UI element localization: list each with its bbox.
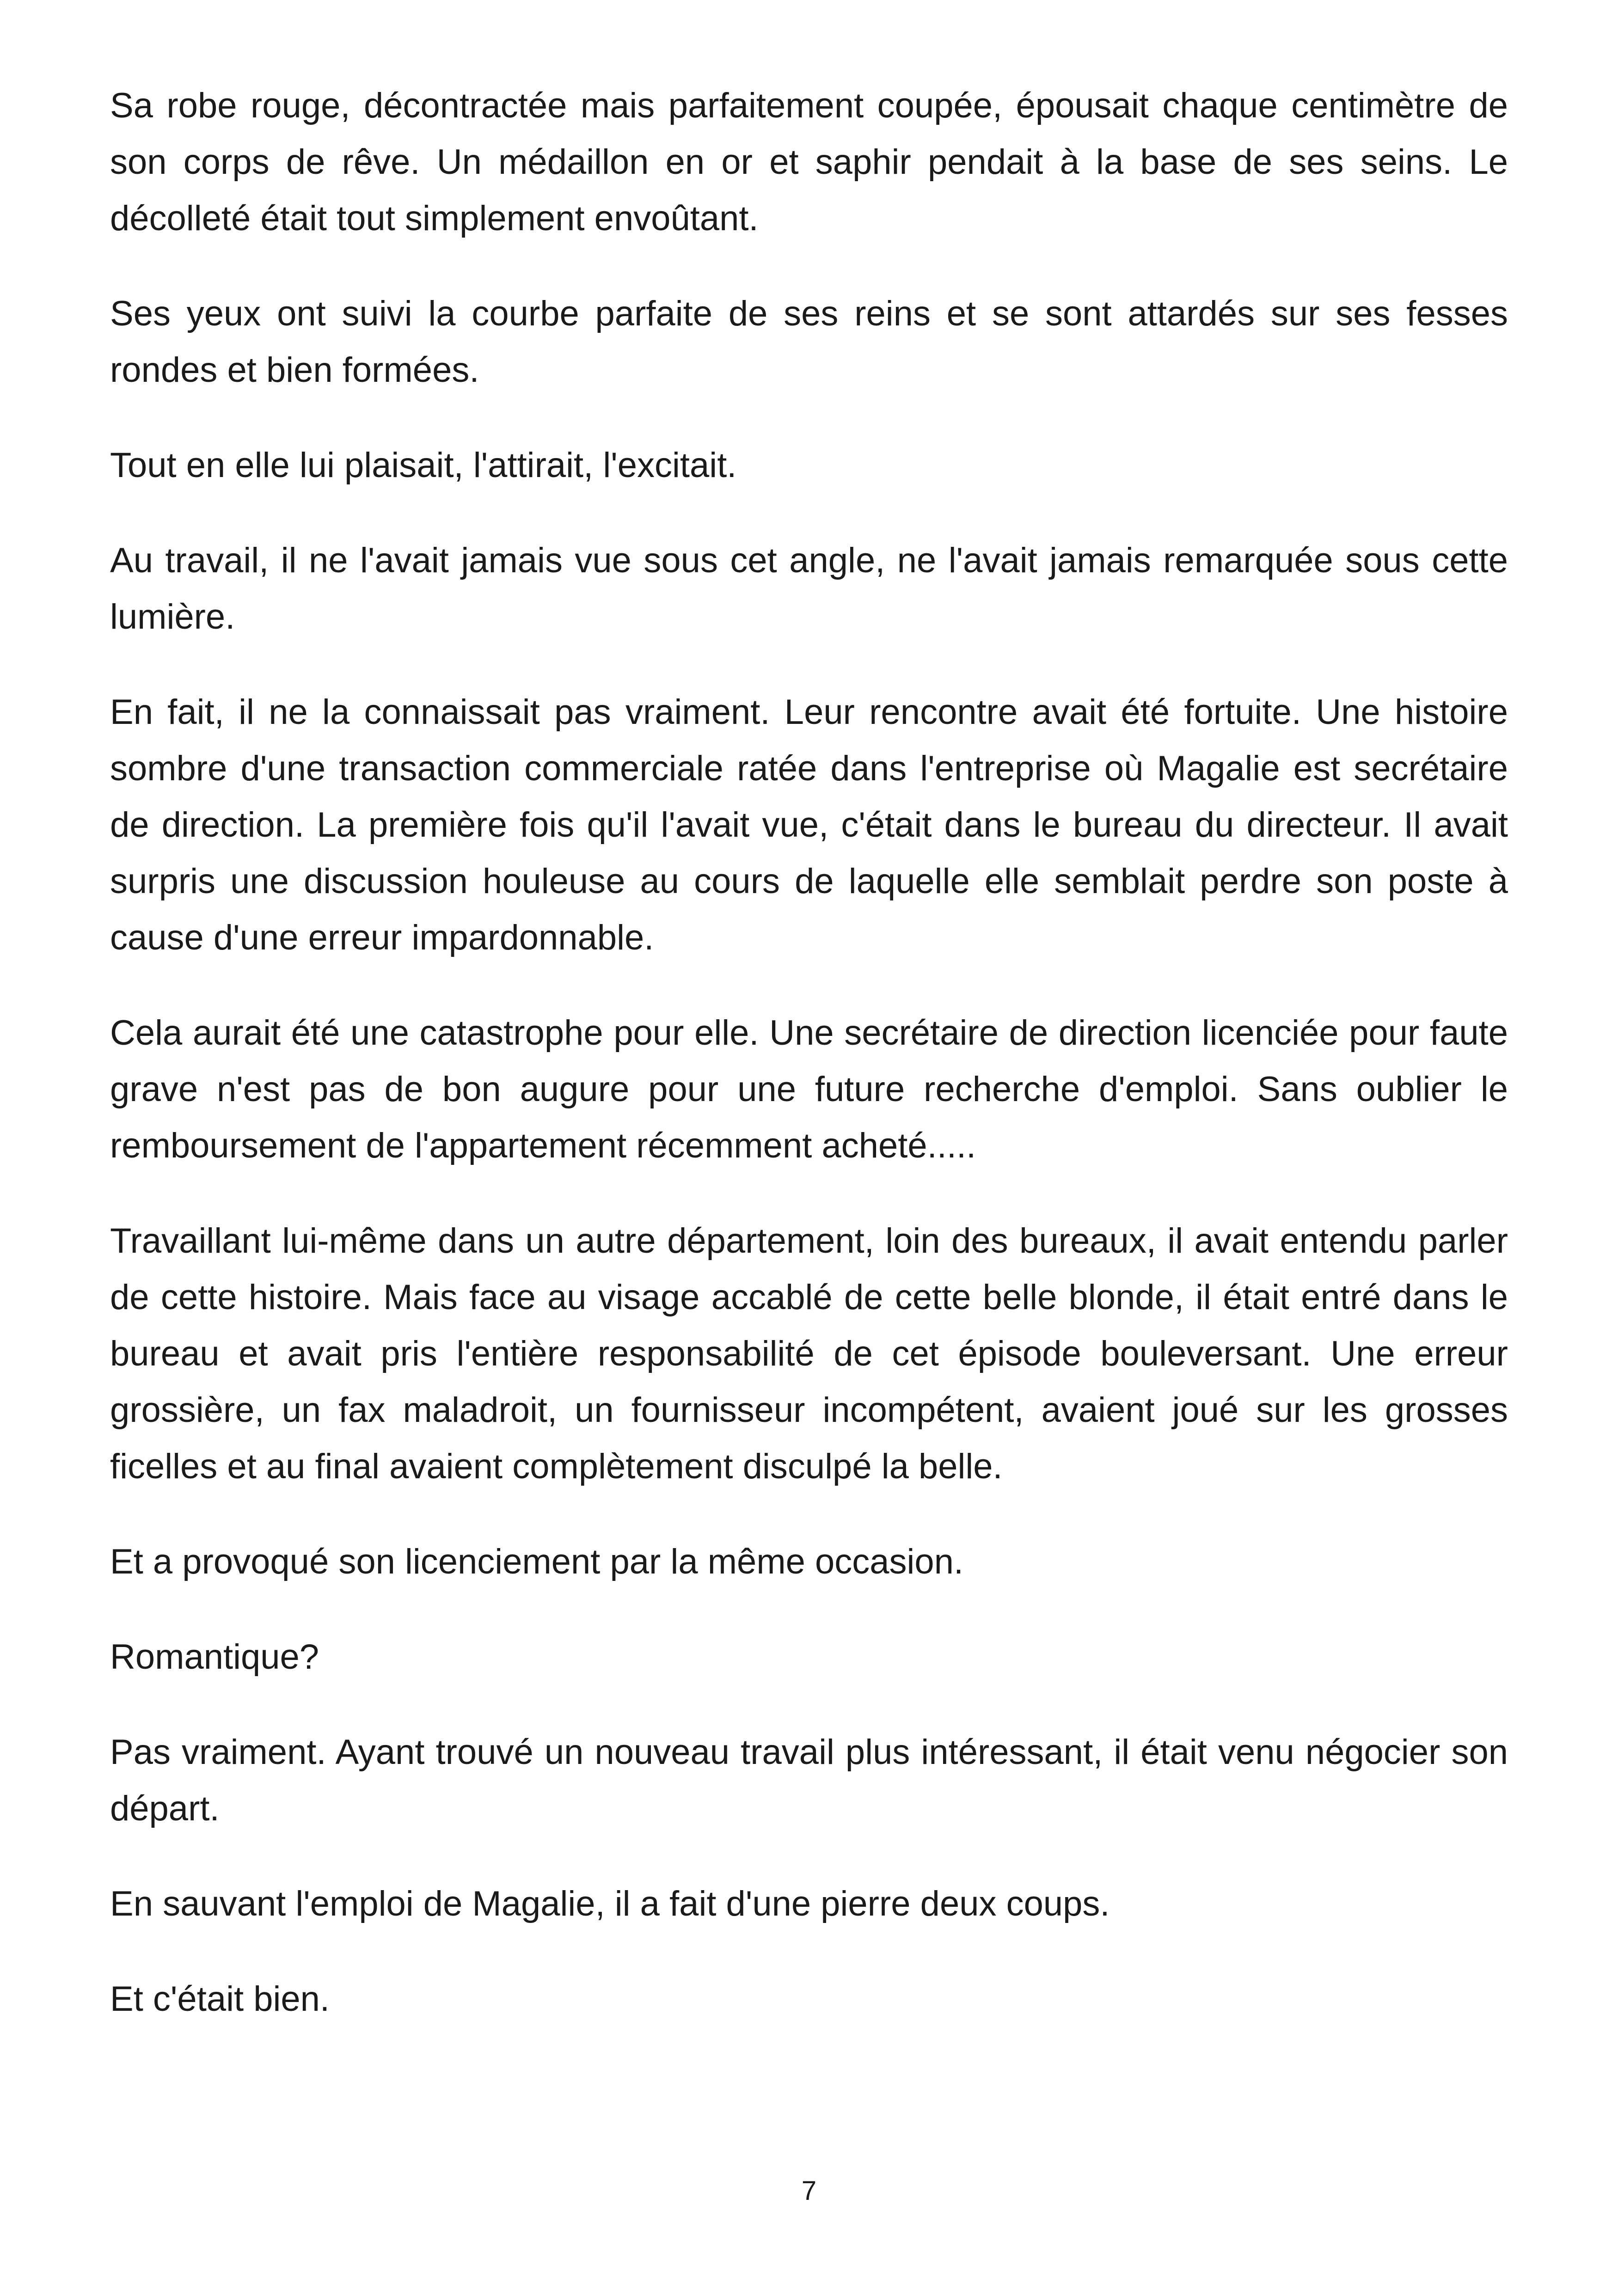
paragraph: En sauvant l'emploi de Magalie, il a fait d'une pierre deux coups. xyxy=(110,1884,1110,1923)
page-number: 7 xyxy=(801,2176,817,2206)
paragraph: Et c'était bien. xyxy=(110,1979,330,2019)
paragraph: Et a provoqué son licenciement par la même occasion. xyxy=(110,1542,964,1581)
paragraph: Ses yeux ont suivi la courbe parfaite de ses reins et se sont attardés sur ses fesses rondes et bien formées. xyxy=(110,294,1508,390)
paragraph: Au travail, il ne l'avait jamais vue sous cet angle, ne l'avait jamais remarquée sous cette lumière. xyxy=(110,541,1508,637)
paragraph: Tout en elle lui plaisait, l'attirait, l'excitait. xyxy=(110,446,737,485)
paragraph: Romantique? xyxy=(110,1637,319,1677)
document-body xyxy=(110,78,1508,2066)
paragraph: Sa robe rouge, décontractée mais parfaitement coupée, épousait chaque centimètre de son corps de rêve. Un médaillon en or et saphir pendait à la base de ses seins. Le décolleté était tout simplement envoûtant. xyxy=(110,86,1508,238)
paragraph: En fait, il ne la connaissait pas vraiment. Leur rencontre avait été fortuite. Une histoire sombre d'une transaction commerciale ratée dans l'entreprise où Magalie est secrétaire de direction. La première fois qu'il l'avait vue, c'était dans le bureau du directeur. Il avait surpris une discussion houleuse au cours de laquelle elle semblait perdre son poste à cause d'une erreur impardonnable. xyxy=(110,692,1508,957)
paragraph: Cela aurait été une catastrophe pour elle. Une secrétaire de direction licenciée pour faute grave n'est pas de bon augure pour une future recherche d'emploi. Sans oublier le remboursement de l'appartement récemment acheté..... xyxy=(110,1013,1508,1165)
paragraph: Travaillant lui-même dans un autre département, loin des bureaux, il avait entendu parler de cette histoire. Mais face au visage accablé de cette belle blonde, il était entré dans le bureau et avait pris l'entière responsabilité de cet épisode bouleversant. Une erreur grossière, un fax maladroit, un fournisseur incompétent, avaient joué sur les grosses ficelles et au final avaient complètement disculpé la belle. xyxy=(110,1221,1508,1486)
paragraph: Pas vraiment. Ayant trouvé un nouveau travail plus intéressant, il était venu négocier son départ. xyxy=(110,1733,1508,1828)
